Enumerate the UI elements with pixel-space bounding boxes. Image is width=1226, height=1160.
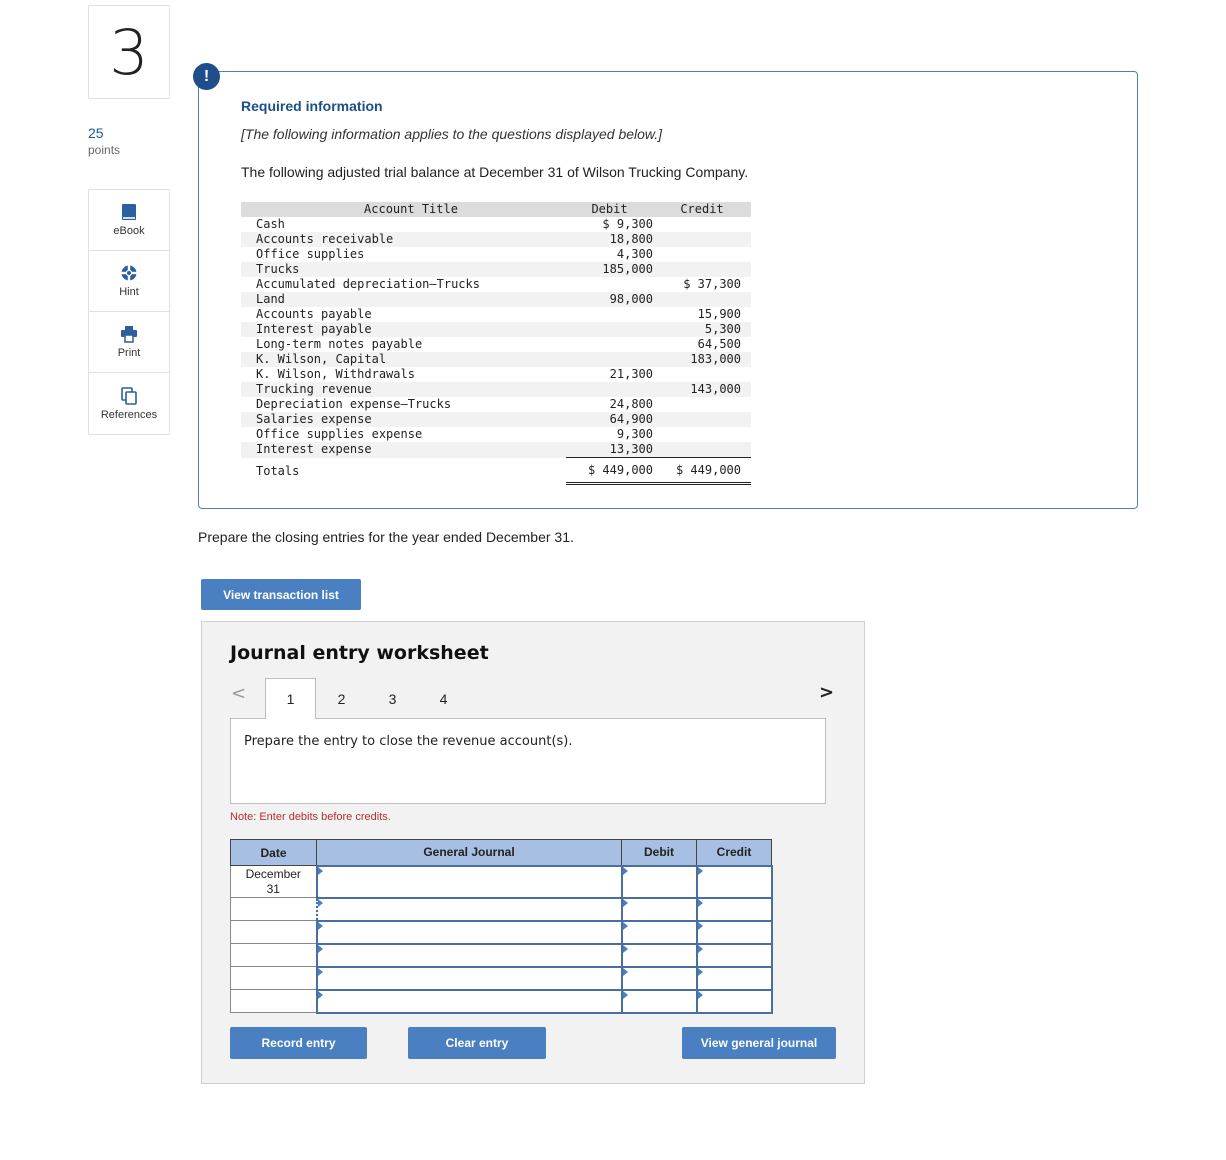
dropdown-marker-icon: [623, 922, 628, 930]
cell-debit: [566, 382, 653, 397]
journal-entry-row: [231, 944, 772, 967]
general-journal-input[interactable]: [317, 967, 622, 990]
cell-title: Interest payable: [241, 322, 566, 337]
cell-title: Trucking revenue: [241, 382, 566, 397]
trial-balance-row: [241, 307, 751, 322]
cell-credit: [653, 262, 751, 277]
print-button[interactable]: [89, 312, 169, 373]
cell-title: Accumulated depreciation—Trucks: [256, 277, 480, 291]
trial-balance-row: [241, 337, 751, 352]
closing-entries-prompt: Prepare the closing entries for the year ended December 31.: [198, 529, 574, 545]
cell-credit: [653, 217, 751, 232]
required-info-description: The following adjusted trial balance at December 31 of Wilson Trucking Company.: [241, 164, 749, 180]
dropdown-marker-icon: [623, 968, 628, 976]
worksheet-tab-3[interactable]: 3: [388, 690, 397, 707]
cell-title: Trucks: [241, 262, 566, 277]
debits-note: Note: Enter debits before credits.: [230, 811, 391, 823]
worksheet-tab-1[interactable]: 1: [265, 678, 316, 719]
cell-debit: 13,300: [566, 442, 653, 458]
hint-label: Hint: [119, 286, 139, 298]
alert-icon: !: [193, 63, 220, 90]
debit-input[interactable]: [622, 944, 697, 967]
cell-credit: 143,000: [653, 382, 751, 397]
date-cell[interactable]: [231, 990, 317, 1013]
total-title: Totals: [256, 463, 300, 478]
trial-balance-row: [241, 397, 751, 412]
trial-balance-header: [241, 202, 751, 217]
cell-debit: [566, 322, 653, 337]
dropdown-marker-icon: [623, 867, 628, 875]
cell-title: Depreciation expense—Trucks: [256, 397, 452, 411]
required-info-subtitle: [The following information applies to the questions displayed below.]: [241, 126, 663, 142]
general-journal-input[interactable]: [317, 866, 622, 898]
book-icon: [120, 203, 138, 221]
debit-input[interactable]: [622, 866, 697, 898]
credit-input[interactable]: [697, 967, 772, 990]
general-journal-input[interactable]: [317, 990, 622, 1013]
view-transaction-list-button[interactable]: View transaction list: [201, 579, 361, 610]
cell-title: Accounts receivable: [241, 232, 566, 247]
dropdown-marker-icon: [623, 899, 628, 907]
credit-input[interactable]: [697, 990, 772, 1013]
required-info-title: Required information: [241, 98, 383, 114]
print-label: Print: [117, 347, 141, 359]
trial-balance-row: [241, 412, 751, 427]
cell-credit: [653, 367, 751, 382]
cell-credit: 183,000: [653, 352, 751, 367]
worksheet-tab-4[interactable]: 4: [439, 690, 448, 707]
date-cell: December 31: [231, 866, 317, 898]
trial-balance-table: [241, 202, 751, 485]
cell-title: Cash: [256, 217, 285, 231]
header-account-title: Account Title: [241, 202, 566, 217]
column-credit: Credit: [697, 840, 772, 866]
ebook-label: eBook: [113, 225, 145, 237]
dropdown-marker-icon: [698, 968, 703, 976]
debit-input[interactable]: [622, 990, 697, 1013]
cell-credit: 5,300: [653, 322, 751, 337]
trial-balance-row: [241, 352, 751, 367]
date-cell[interactable]: [231, 944, 317, 967]
header-credit: Credit: [653, 202, 751, 217]
debit-input[interactable]: [622, 921, 697, 944]
cell-credit: [653, 427, 751, 442]
cell-debit: [566, 307, 653, 322]
cell-debit: 9,300: [616, 427, 653, 441]
cell-credit: 64,500: [697, 337, 741, 351]
trial-balance-row: [241, 382, 751, 397]
trial-balance-row: [241, 277, 751, 292]
cell-title: K. Wilson, Withdrawals: [256, 367, 415, 381]
cell-debit: 4,300: [616, 247, 653, 261]
column-date: Date: [231, 840, 317, 866]
dropdown-marker-icon: [698, 899, 703, 907]
trial-balance-totals-row: [241, 458, 751, 484]
dropdown-marker-icon: [623, 945, 628, 953]
instruction-text: Prepare the entry to close the revenue account(s).: [244, 734, 573, 749]
hint-button[interactable]: [89, 251, 169, 312]
trial-balance-row: [241, 367, 751, 382]
dropdown-marker-icon: [318, 968, 323, 976]
cell-credit: [653, 247, 751, 262]
dropdown-marker-icon: [318, 899, 323, 907]
cell-credit: [653, 292, 751, 307]
cell-debit: 18,800: [566, 232, 653, 247]
cell-title: Office supplies expense: [256, 427, 423, 441]
instruction-box: [230, 718, 826, 804]
trial-balance-row: [241, 292, 751, 307]
references-button[interactable]: [89, 373, 169, 434]
trial-balance-row: [241, 262, 751, 277]
cell-title: Salaries expense: [241, 412, 566, 427]
journal-entry-row: [231, 866, 772, 898]
cell-title: K. Wilson, Capital: [241, 352, 566, 367]
cell-debit: $ 9,300: [602, 217, 653, 231]
dropdown-marker-icon: [318, 945, 323, 953]
cell-title: Accounts payable: [256, 307, 372, 321]
general-journal-input[interactable]: [317, 898, 622, 921]
worksheet-tab-2[interactable]: 2: [337, 690, 346, 707]
journal-entry-table: [230, 839, 773, 1014]
date-cell[interactable]: [231, 921, 317, 944]
journal-entry-row: [231, 898, 772, 921]
question-number: 3: [109, 15, 149, 89]
cell-debit: [566, 337, 653, 352]
cell-debit: 24,800: [609, 397, 653, 411]
debit-input[interactable]: [622, 967, 697, 990]
trial-balance-row: [241, 442, 751, 458]
credit-input[interactable]: [697, 866, 772, 898]
dropdown-marker-icon: [318, 867, 323, 875]
trial-balance-row: [241, 232, 751, 247]
tools-panel: [88, 189, 170, 435]
journal-entry-row: [231, 921, 772, 944]
trial-balance-row: [241, 322, 751, 337]
trial-balance-row: [241, 247, 751, 262]
dropdown-marker-icon: [698, 945, 703, 953]
trial-balance-row: [241, 427, 751, 442]
cell-credit: [653, 442, 751, 458]
column-debit: Debit: [622, 840, 697, 866]
points-info: [88, 125, 120, 157]
general-journal-input[interactable]: [317, 921, 622, 944]
total-debit: $ 449,000: [566, 458, 653, 484]
general-journal-input[interactable]: [317, 944, 622, 967]
cell-credit: $ 37,300: [683, 277, 741, 291]
question-number-box: [88, 5, 170, 99]
prev-entry-button[interactable]: <: [231, 683, 247, 704]
next-entry-button[interactable]: >: [819, 682, 835, 703]
worksheet-title: Journal entry worksheet: [230, 642, 489, 664]
cell-title: Interest expense: [241, 442, 566, 458]
cell-debit: 21,300: [609, 367, 653, 381]
journal-entry-row: [231, 990, 772, 1013]
total-credit: $ 449,000: [653, 458, 751, 484]
lifebuoy-icon: [120, 264, 138, 282]
cell-debit: 185,000: [566, 262, 653, 277]
dropdown-marker-icon: [698, 922, 703, 930]
clear-entry-button[interactable]: Clear entry: [408, 1027, 546, 1059]
credit-input[interactable]: [697, 898, 772, 921]
references-label: References: [100, 408, 158, 421]
dropdown-marker-icon: [623, 991, 628, 999]
date-cell[interactable]: [231, 898, 317, 921]
cell-debit: 64,900: [566, 412, 653, 427]
cell-credit: [653, 397, 751, 412]
debit-input[interactable]: [622, 898, 697, 921]
record-entry-button[interactable]: Record entry: [230, 1027, 367, 1059]
view-general-journal-button[interactable]: View general journal: [682, 1027, 836, 1059]
cell-title: Long-term notes payable: [256, 337, 423, 351]
header-debit: Debit: [566, 202, 653, 217]
cell-title: Land: [241, 292, 566, 307]
cell-credit: 15,900: [697, 307, 741, 321]
cell-debit: [566, 277, 653, 292]
journal-entry-row: [231, 967, 772, 990]
ebook-button[interactable]: [89, 190, 169, 251]
cell-credit: [653, 412, 751, 427]
credit-input[interactable]: [697, 944, 772, 967]
dropdown-marker-icon: [318, 991, 323, 999]
points-value: 25: [88, 125, 104, 141]
dropdown-marker-icon: [698, 991, 703, 999]
cell-debit: [566, 352, 653, 367]
printer-icon: [120, 325, 138, 343]
cell-debit: 98,000: [566, 292, 653, 307]
cell-credit: [653, 232, 751, 247]
date-cell[interactable]: [231, 967, 317, 990]
dropdown-marker-icon: [698, 867, 703, 875]
column-general-journal: General Journal: [317, 840, 622, 866]
credit-input[interactable]: [697, 921, 772, 944]
trial-balance-row: [241, 217, 751, 232]
documents-icon: [120, 387, 138, 405]
dropdown-marker-icon: [318, 922, 323, 930]
cell-title: Office supplies: [256, 247, 365, 261]
points-label: points: [88, 143, 121, 157]
